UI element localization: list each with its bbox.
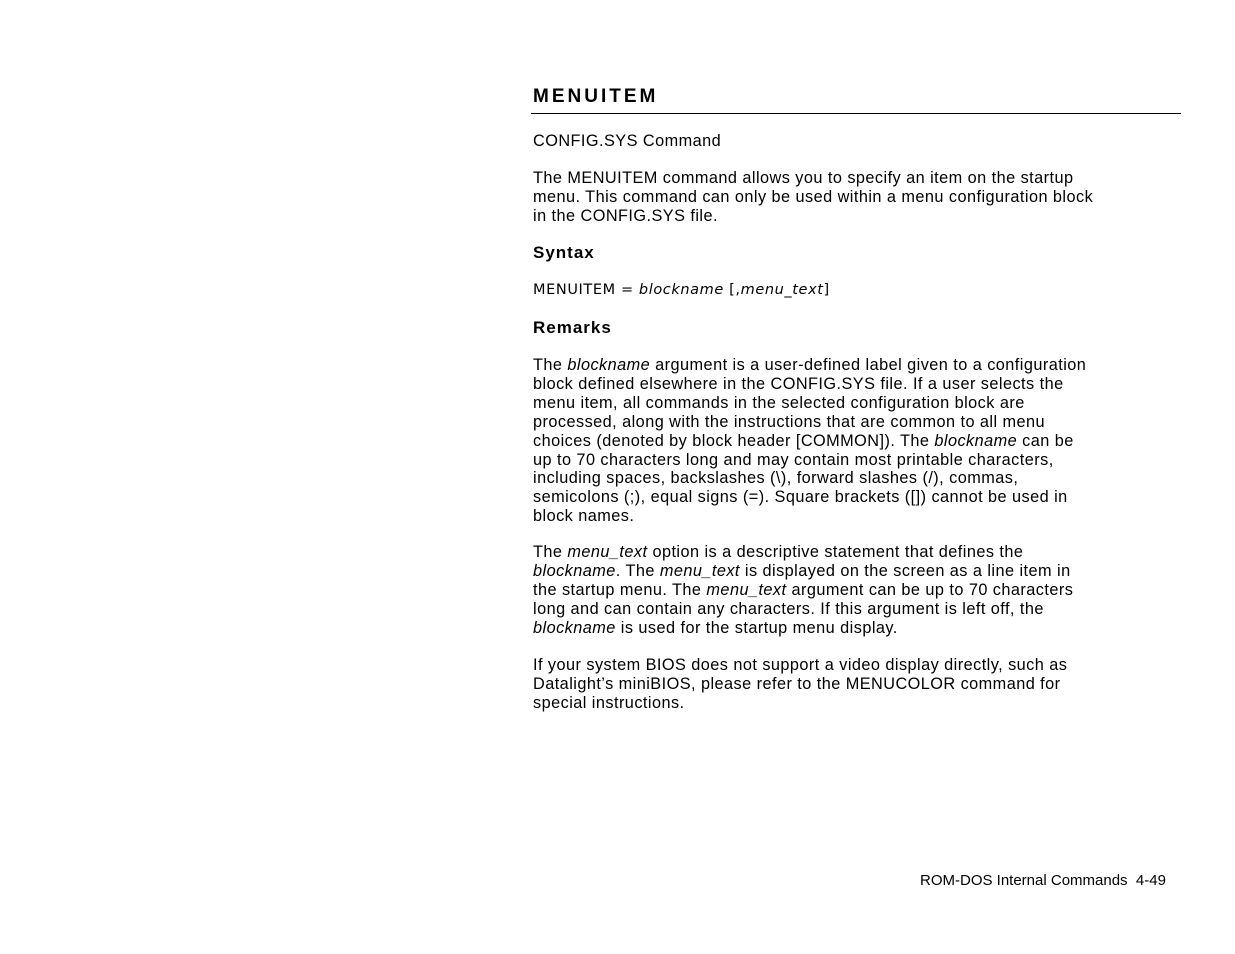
paragraph-line: the startup menu. The menu_text argument can be up to 70 characters <box>533 580 1074 599</box>
paragraph-line: block defined elsewhere in the CONFIG.SYS file. If a user selects the <box>533 374 1064 393</box>
remarks-paragraph-1 <box>533 356 1193 526</box>
paragraph-line: semicolons (;), equal signs (=). Square brackets ([]) cannot be used in <box>533 488 1068 507</box>
footer-section: ROM-DOS Internal Commands <box>920 872 1128 889</box>
paragraph-line: menu item, all commands in the selected configuration block are <box>533 393 1025 412</box>
paragraph-line: Datalight’s miniBIOS, please refer to the MENUCOLOR command for <box>533 674 1061 693</box>
paragraph-line: blockname. The menu_text is displayed on the screen as a line item in <box>533 561 1071 580</box>
page-title: MENUITEM <box>533 86 659 107</box>
paragraph-line: block names. <box>533 507 635 526</box>
command-type: CONFIG.SYS Command <box>533 132 722 150</box>
paragraph-line: special instructions. <box>533 693 685 712</box>
syntax-bracket-open: [, <box>723 282 741 298</box>
paragraph-line: The blockname argument is a user-defined label given to a configuration <box>533 356 1087 374</box>
intro-line: The MENUITEM command allows you to specify an item on the startup <box>533 169 1074 187</box>
syntax-arg-blockname: blockname <box>638 282 724 298</box>
intro-line: menu. This command can only be used within a menu configuration block <box>533 187 1094 206</box>
syntax-heading: Syntax <box>533 243 595 262</box>
paragraph-line: up to 70 characters long and may contain most printable characters, <box>533 450 1054 469</box>
page-footer <box>920 872 1166 889</box>
intro-line: in the CONFIG.SYS file. <box>533 206 718 225</box>
syntax-keyword: MENUITEM = <box>533 282 639 298</box>
syntax-bracket-close: ] <box>823 282 830 298</box>
paragraph-line: choices (denoted by block header [COMMON]). The blockname can be <box>533 431 1074 450</box>
paragraph-line: blockname is used for the startup menu display. <box>533 618 898 637</box>
remarks-paragraph-3 <box>533 656 1193 713</box>
intro-paragraph <box>533 169 1193 226</box>
remarks-heading: Remarks <box>533 318 612 337</box>
paragraph-line: If your system BIOS does not support a video display directly, such as <box>533 656 1068 674</box>
page-number: 4-49 <box>1135 872 1166 889</box>
syntax-line <box>533 282 830 298</box>
paragraph-line: long and can contain any characters. If this argument is left off, the <box>533 599 1044 618</box>
paragraph-line: processed, along with the instructions that are common to all menu <box>533 412 1046 431</box>
paragraph-line: The menu_text option is a descriptive statement that defines the <box>533 543 1024 561</box>
syntax-arg-menu-text: menu_text <box>740 282 824 298</box>
paragraph-line: including spaces, backslashes (\), forward slashes (/), commas, <box>533 469 1019 488</box>
title-rule <box>531 113 1181 114</box>
remarks-paragraph-2 <box>533 543 1193 638</box>
